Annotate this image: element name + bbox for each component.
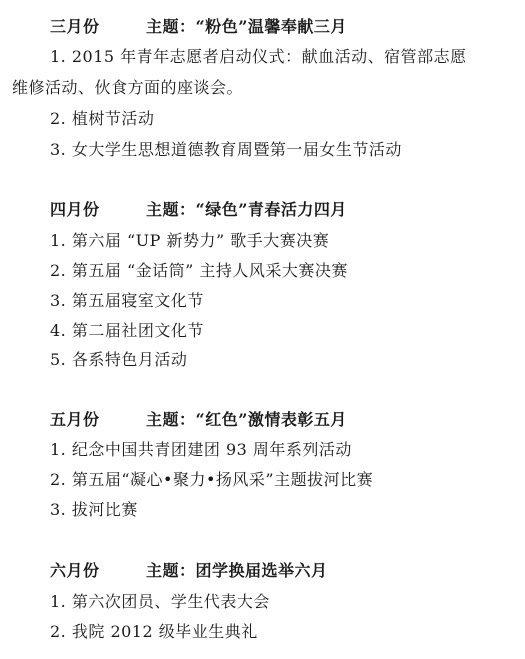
- section-heading-june: [50, 560, 328, 582]
- list-item: 1. 纪念中国共青团建团 93 周年系列活动: [50, 440, 352, 459]
- theme-label: 主题：“粉色”温馨奉献三月: [146, 17, 347, 36]
- list-item: 2. 植树节活动: [50, 109, 155, 128]
- theme-label: 主题：团学换届选举六月: [146, 561, 328, 580]
- theme-label: 主题：“绿色”青春活力四月: [146, 200, 347, 219]
- list-item: 4. 第二届社团文化节: [50, 321, 204, 340]
- list-item: 1. 第六次团员、学生代表大会: [50, 592, 270, 611]
- list-item-continuation: 维修活动、伙食方面的座谈会。: [12, 78, 244, 97]
- list-item: 2. 我院 2012 级毕业生典礼: [50, 622, 258, 641]
- month-label: 三月份: [50, 17, 100, 36]
- list-item: 3. 拔河比赛: [50, 500, 138, 519]
- list-item: 3. 第五届寝室文化节: [50, 291, 204, 310]
- month-label: 四月份: [50, 200, 100, 219]
- month-label: 五月份: [50, 410, 100, 429]
- list-item: 1. 第六届 “UP 新势力” 歌手大赛决赛: [50, 231, 330, 250]
- theme-label: 主题：“红色”激情表彰五月: [146, 410, 347, 429]
- section-heading-march: [50, 16, 347, 38]
- section-heading-april: [50, 199, 347, 221]
- list-item: 5. 各系特色月活动: [50, 350, 188, 369]
- list-item: 2. 第五届 “金话筒” 主持人风采大赛决赛: [50, 261, 348, 280]
- month-label: 六月份: [50, 561, 100, 580]
- section-heading-may: [50, 409, 347, 431]
- list-item: 2. 第五届“凝心•聚力•扬风采”主题拔河比赛: [50, 470, 374, 489]
- list-item: 3. 女大学生思想道德教育周暨第一届女生节活动: [50, 140, 402, 159]
- list-item: 1. 2015 年青年志愿者启动仪式：献血活动、宿管部志愿: [50, 47, 467, 66]
